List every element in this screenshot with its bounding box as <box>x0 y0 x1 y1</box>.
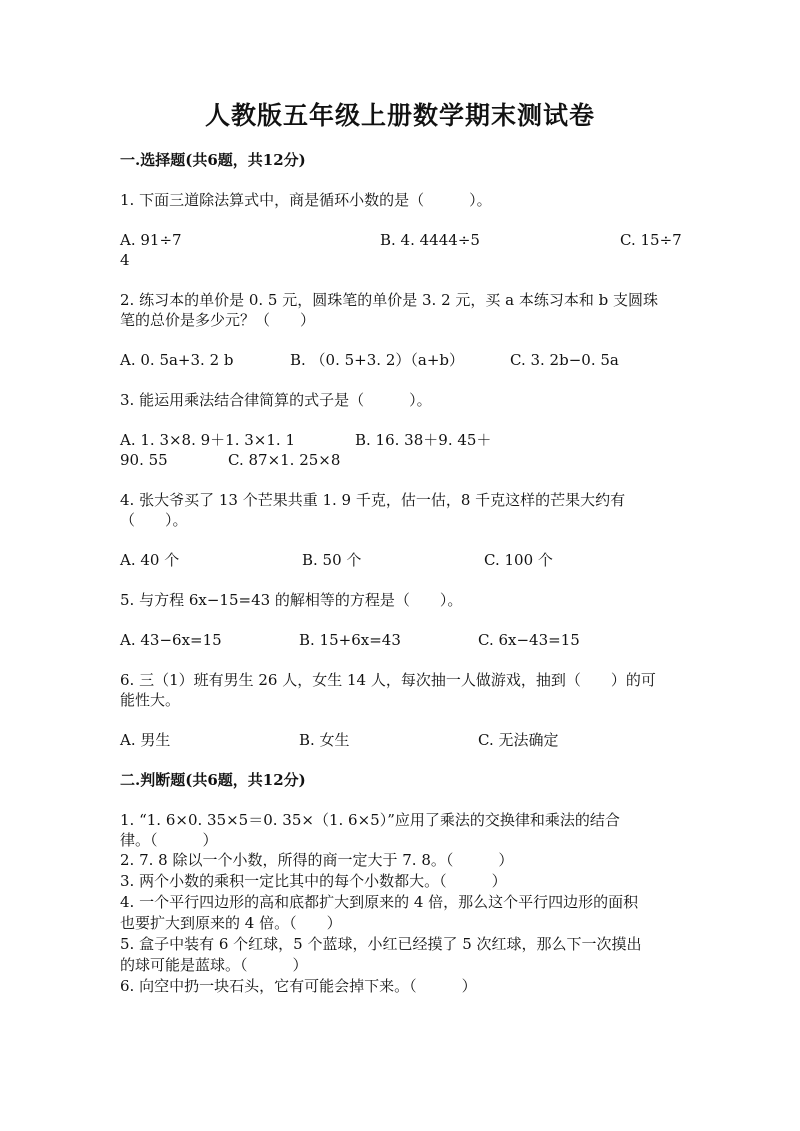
judgement-line: 也要扩大到原来的 4 倍。（ ） <box>120 914 342 932</box>
judgement-line: 律。（ ） <box>120 831 218 849</box>
page-title: 人教版五年级上册数学期末测试卷 <box>204 101 595 130</box>
question-1-overflow: 4 <box>120 251 130 269</box>
judgement-line: 5. 盒子中装有 6 个红球，5 个蓝球，小红已经摸了 5 次红球，那么下一次摸出 <box>120 935 642 953</box>
question-3-option-c: C. 87×1. 25×8 <box>228 451 341 469</box>
question-2-stem-line2: 笔的总价是多少元？（ ） <box>120 311 316 329</box>
question-6-option-c: C. 无法确定 <box>478 731 559 749</box>
question-2-option-b: B. （0. 5+3. 2）（a+b） <box>290 351 464 369</box>
question-2-stem-line1: 2. 练习本的单价是 0. 5 元，圆珠笔的单价是 3. 2 元，买 a 本练习本和 b 支圆珠 <box>120 291 659 309</box>
question-2-option-c: C. 3. 2b−0. 5a <box>510 351 619 369</box>
question-3-option-b: B. 16. 38＋9. 45＋ <box>355 431 492 449</box>
question-1-option-a: A. 91÷7 <box>120 231 182 249</box>
question-4-stem-line2: （ ）。 <box>120 511 188 529</box>
judgement-line: 1. “1. 6×0. 35×5＝0. 35×（1. 6×5）”应用了乘法的交换律和乘法的结合 <box>120 811 620 829</box>
question-4-option-c: C. 100 个 <box>484 551 553 569</box>
judgement-line: 2. 7. 8 除以一个小数，所得的商一定大于 7. 8。（ ） <box>120 851 514 869</box>
question-4-stem-line1: 4. 张大爷买了 13 个芒果共重 1. 9 千克，估一估，8 千克这样的芒果大约有 <box>120 491 626 509</box>
judgement-line: 3. 两个小数的乘积一定比其中的每个小数都大。（ ） <box>120 872 507 890</box>
question-6-option-a: A. 男生 <box>120 731 171 749</box>
question-5-option-a: A. 43−6x=15 <box>120 631 222 649</box>
question-3-option-b-cont: 90. 55 <box>120 451 168 469</box>
section-heading-judgement: 二.判断题(共6题，共12分) <box>120 771 306 789</box>
question-6-option-b: B. 女生 <box>299 731 350 749</box>
judgement-line: 6. 向空中扔一块石头，它有可能会掉下来。（ ） <box>120 977 477 995</box>
question-5-option-c: C. 6x−43=15 <box>478 631 580 649</box>
question-5-stem: 5. 与方程 6x−15=43 的解相等的方程是（ ）。 <box>120 591 463 609</box>
question-6-stem-line1: 6. 三（1）班有男生 26 人，女生 14 人，每次抽一人做游戏，抽到（ ）的可 <box>120 671 656 689</box>
section-heading-choice: 一.选择题(共6题，共12分) <box>120 151 306 169</box>
question-1-option-b: B. 4. 4444÷5 <box>380 231 480 249</box>
judgement-line: 4. 一个平行四边形的高和底都扩大到原来的 4 倍，那么这个平行四边形的面积 <box>120 893 639 911</box>
question-6-stem-line2: 能性大。 <box>120 691 181 709</box>
question-1-option-c: C. 15÷7 <box>620 231 682 249</box>
judgement-line: 的球可能是蓝球。（ ） <box>120 956 308 974</box>
question-4-option-b: B. 50 个 <box>302 551 362 569</box>
question-3-option-a: A. 1. 3×8. 9＋1. 3×1. 1 <box>120 431 295 449</box>
question-1-stem: 1. 下面三道除法算式中，商是循环小数的是（ ）。 <box>120 191 492 209</box>
question-2-option-a: A. 0. 5a+3. 2 b <box>120 351 234 369</box>
question-4-option-a: A. 40 个 <box>120 551 180 569</box>
question-5-option-b: B. 15+6x=43 <box>299 631 401 649</box>
question-3-stem: 3. 能运用乘法结合律简算的式子是（ ）。 <box>120 391 432 409</box>
